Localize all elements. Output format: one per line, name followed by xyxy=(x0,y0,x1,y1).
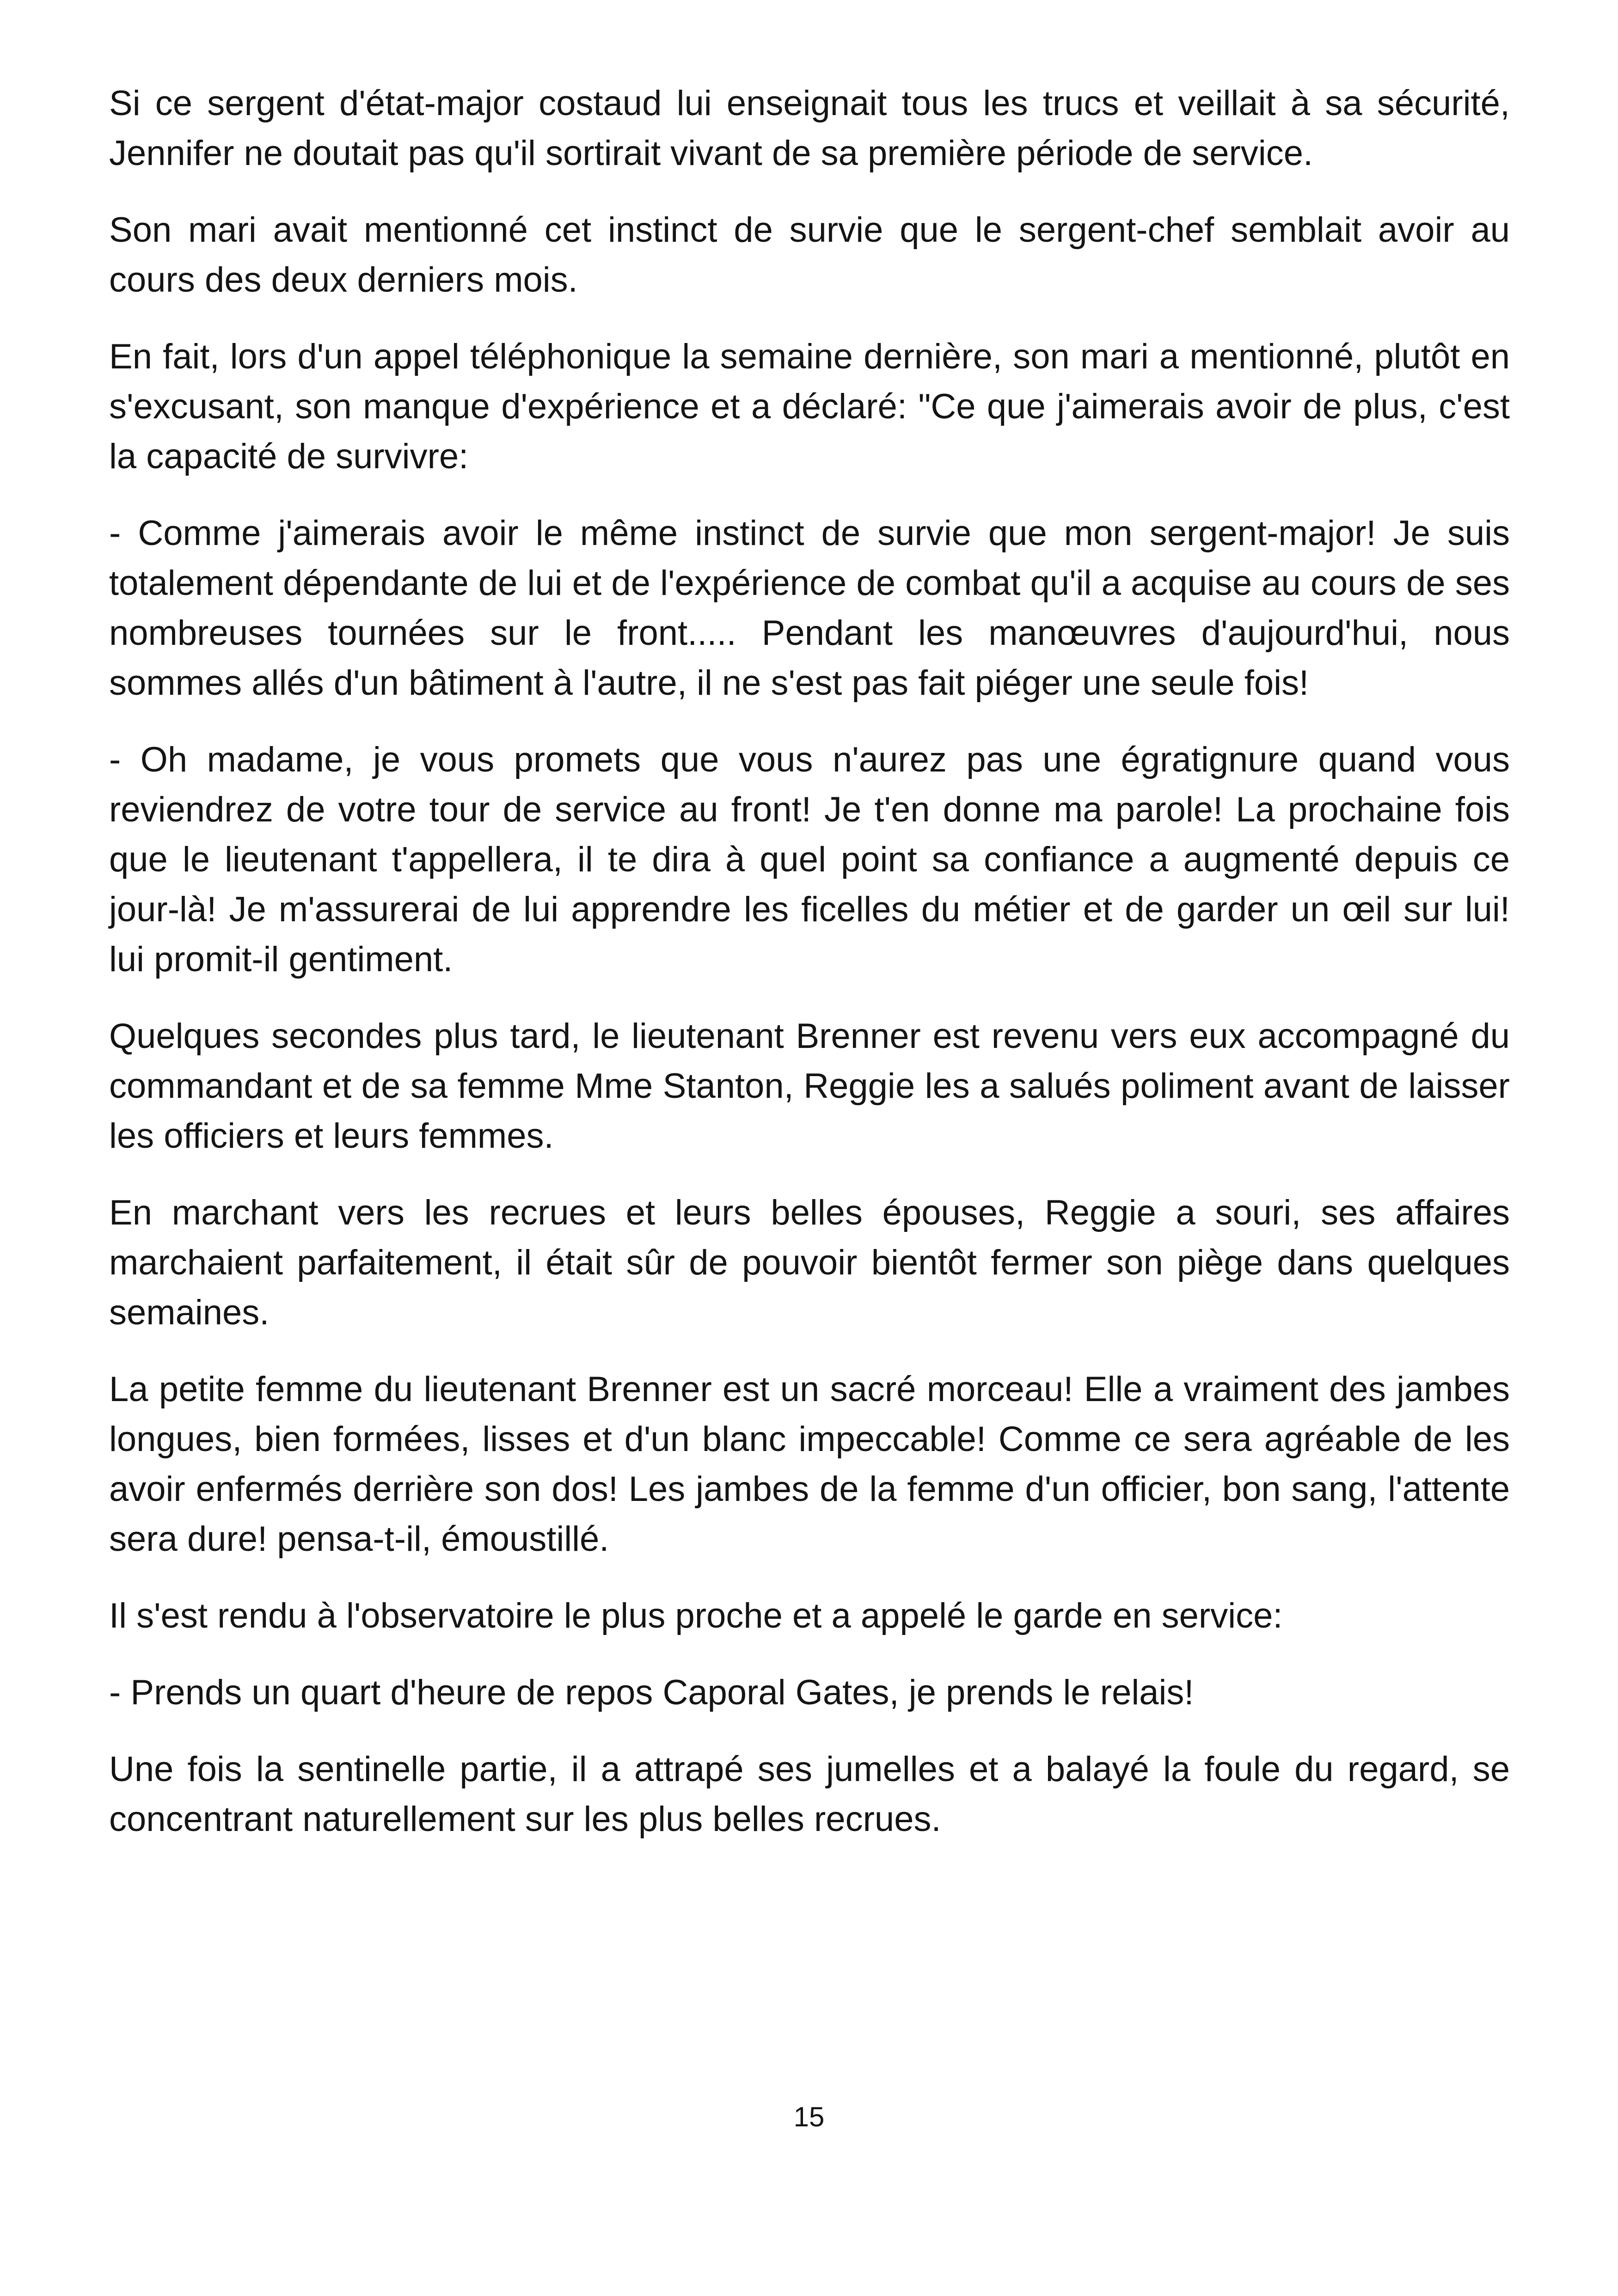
paragraph: En fait, lors d'un appel téléphonique la semaine dernière, son mari a mentionné, plutôt en s'excusant, son manque d'expérience et a déclaré: "Ce que j'aimerais avoir de plus, c'est la capacité de survivre: xyxy=(109,337,1510,476)
paragraph: - Oh madame, je vous promets que vous n'aurez pas une égratignure quand vous reviendrez de votre tour de service au front! Je t'en donne ma parole! La prochaine fois que le lieutenant t'appellera, il te dira à quel point sa confiance a augmenté depuis ce jour-là! Je m'assurerai de lui apprendre les ficelles du métier et de garder un œil sur lui! lui promit-il gentiment. xyxy=(109,740,1510,979)
paragraph: Il s'est rendu à l'observatoire le plus proche et a appelé le garde en service: xyxy=(109,1596,1283,1635)
page-number: 15 xyxy=(793,2101,825,2132)
paragraph: - Prends un quart d'heure de repos Caporal Gates, je prends le relais! xyxy=(109,1673,1194,1712)
page-body xyxy=(109,79,1510,1871)
paragraph: En marchant vers les recrues et leurs belles épouses, Reggie a souri, ses affaires marchaient parfaitement, il était sûr de pouvoir bientôt fermer son piège dans quelques semaines. xyxy=(109,1193,1510,1332)
paragraph: La petite femme du lieutenant Brenner est un sacré morceau! Elle a vraiment des jambes longues, bien formées, lisses et d'un blanc impeccable! Comme ce sera agréable de les avoir enfermés derrière son dos! Les jambes de la femme d'un officier, bon sang, l'attente sera dure! pensa-t-il, émoustillé. xyxy=(109,1370,1510,1559)
paragraph: Une fois la sentinelle partie, il a attrapé ses jumelles et a balayé la foule du regard, se concentrant naturellement sur les plus belles recrues. xyxy=(109,1750,1510,1839)
paragraph: Si ce sergent d'état-major costaud lui enseignait tous les trucs et veillait à sa sécurité, Jennifer ne doutait pas qu'il sortirait vivant de sa première période de service. xyxy=(109,84,1510,173)
paragraph: - Comme j'aimerais avoir le même instinct de survie que mon sergent-major! Je suis totalement dépendante de lui et de l'expérience de combat qu'il a acquise au cours de ses nombreuses tournées sur le front..... Pendant les manœuvres d'aujourd'hui, nous sommes allés d'un bâtiment à l'autre, il ne s'est pas fait piéger une seule fois! xyxy=(109,514,1510,703)
paragraph: Son mari avait mentionné cet instinct de survie que le sergent-chef semblait avoir au cours des deux derniers mois. xyxy=(109,210,1510,300)
paragraph: Quelques secondes plus tard, le lieutenant Brenner est revenu vers eux accompagné du commandant et de sa femme Mme Stanton, Reggie les a salués poliment avant de laisser les officiers et leurs femmes. xyxy=(109,1016,1510,1156)
